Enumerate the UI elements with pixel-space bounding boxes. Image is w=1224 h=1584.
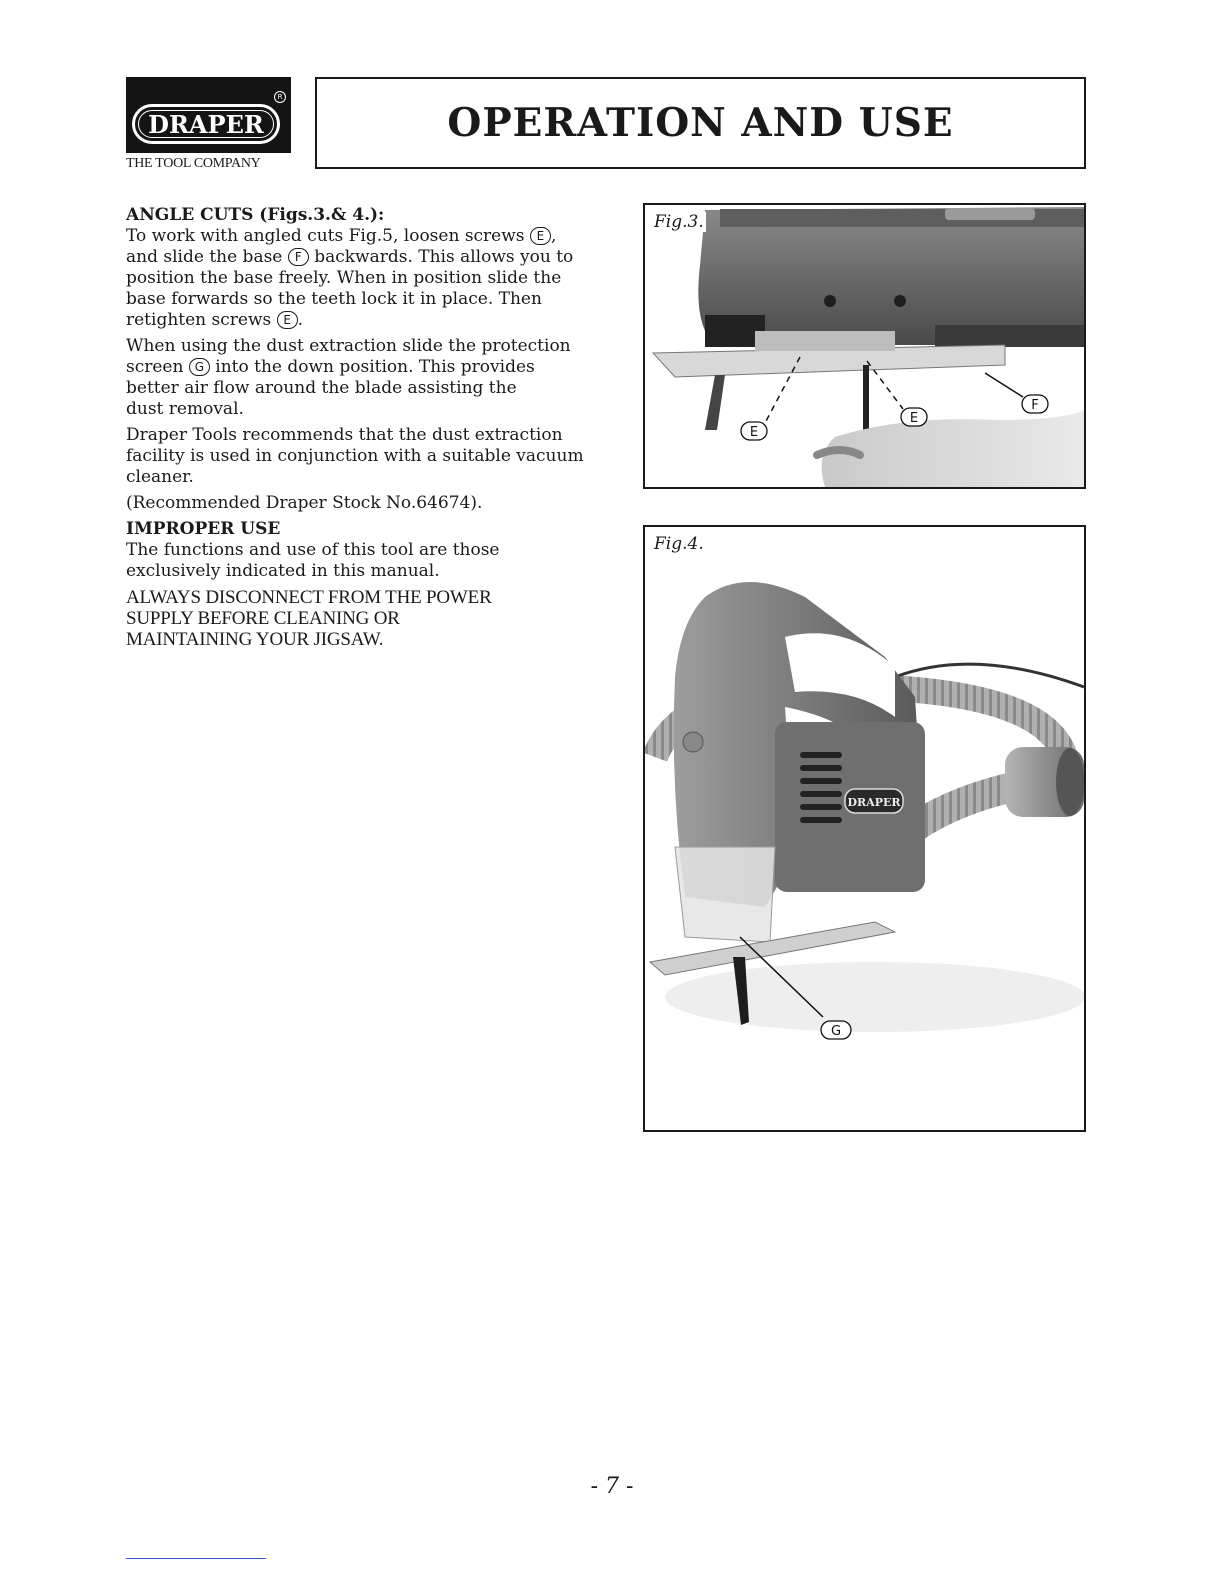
- callout-g-marker: G: [189, 358, 210, 376]
- stock-number-note: (Recommended Draper Stock No.64674).: [126, 493, 483, 513]
- safety-warning: [126, 587, 586, 650]
- saw-blade: [863, 365, 869, 435]
- vacuum-recommendation: Draper Tools recommends that the dust extraction facility is used in conjunction with a suitable vacuum cleaner.: [126, 425, 584, 487]
- angle-cuts-text-1: To work with angled cuts Fig.5, loosen screws: [126, 226, 525, 246]
- callout-f-icon: [1022, 395, 1048, 413]
- dust-text-3: dust removal.: [126, 399, 244, 419]
- jigsaw-side-panel: [935, 325, 1084, 347]
- instructions-column: [126, 205, 586, 655]
- callout-e-marker: E: [277, 311, 298, 329]
- hand-shape: [822, 410, 1084, 487]
- screw-hole-icon: [824, 295, 836, 307]
- protection-screen: [675, 847, 775, 942]
- registered-mark-icon: R: [274, 91, 286, 103]
- improper-use-paragraph: The functions and use of this tool are those exclusively indicated in this manual.: [126, 540, 500, 581]
- callout-f-leader: [985, 373, 1023, 397]
- figure-4: [643, 525, 1086, 1132]
- floor-shadow: [665, 962, 1084, 1032]
- tool-logo-text: DRAPER: [847, 796, 901, 809]
- angle-cuts-text-2: , and slide the base: [126, 226, 557, 267]
- safety-warning-line-3: MAINTAINING YOUR JIGSAW.: [126, 629, 384, 650]
- dust-extraction-paragraph: [126, 336, 586, 420]
- base-clamp: [755, 331, 895, 351]
- angle-cuts-text-4: .: [297, 310, 304, 330]
- angle-cuts-heading: ANGLE CUTS (Figs.3.& 4.):: [126, 205, 385, 225]
- callout-e-marker: E: [530, 227, 551, 245]
- callout-e-icon: [741, 422, 767, 440]
- callout-e-label: E: [749, 425, 759, 440]
- page-title-box: [315, 77, 1086, 169]
- logo-wordmark: DRAPER: [148, 109, 264, 139]
- figure-3: [643, 203, 1086, 489]
- improper-use-heading: IMPROPER USE: [126, 519, 281, 539]
- screw-hole-icon: [894, 295, 906, 307]
- angle-cuts-text-3: backwards. This allows you to position the base freely. When in position slide the base forwards so the teeth lock it in place. Then retighten screws: [126, 247, 574, 330]
- hose-opening: [1056, 748, 1084, 816]
- callout-g-icon: [821, 1021, 851, 1039]
- dust-text-1: When using the dust extraction slide the protection screen: [126, 336, 571, 377]
- page-number: - 7 -: [590, 1474, 634, 1499]
- callout-e-label: E: [909, 411, 919, 426]
- jigsaw-label-plate: [945, 208, 1035, 220]
- safety-warning-line-2: SUPPLY BEFORE CLEANING OR: [126, 608, 400, 629]
- figure-3-caption: Fig.3.: [654, 212, 704, 232]
- figure-4-caption: Fig.4.: [654, 534, 704, 554]
- figure-4-illustration: [645, 527, 1084, 1130]
- angle-cuts-paragraph: [126, 226, 586, 331]
- callout-g-label: G: [830, 1024, 842, 1039]
- logo-badge: [132, 104, 280, 144]
- speed-dial-icon: [683, 732, 703, 752]
- footnote-rule: [126, 1558, 266, 1559]
- safety-warning-line-1: ALWAYS DISCONNECT FROM THE POWER: [126, 587, 492, 608]
- page-title: OPERATION AND USE: [447, 100, 954, 146]
- dust-text-2: into the down position. This provides better air flow around the blade assisting the: [126, 357, 535, 398]
- figure-3-illustration: [645, 205, 1084, 487]
- callout-e-icon: [901, 408, 927, 426]
- brand-logo: [126, 77, 291, 153]
- rear-blade-guide: [705, 375, 725, 430]
- callout-f-marker: F: [288, 248, 309, 266]
- callout-f-label: F: [1031, 398, 1039, 413]
- logo-tagline: THE TOOL COMPANY: [126, 156, 261, 171]
- tool-logo-badge: [845, 789, 903, 813]
